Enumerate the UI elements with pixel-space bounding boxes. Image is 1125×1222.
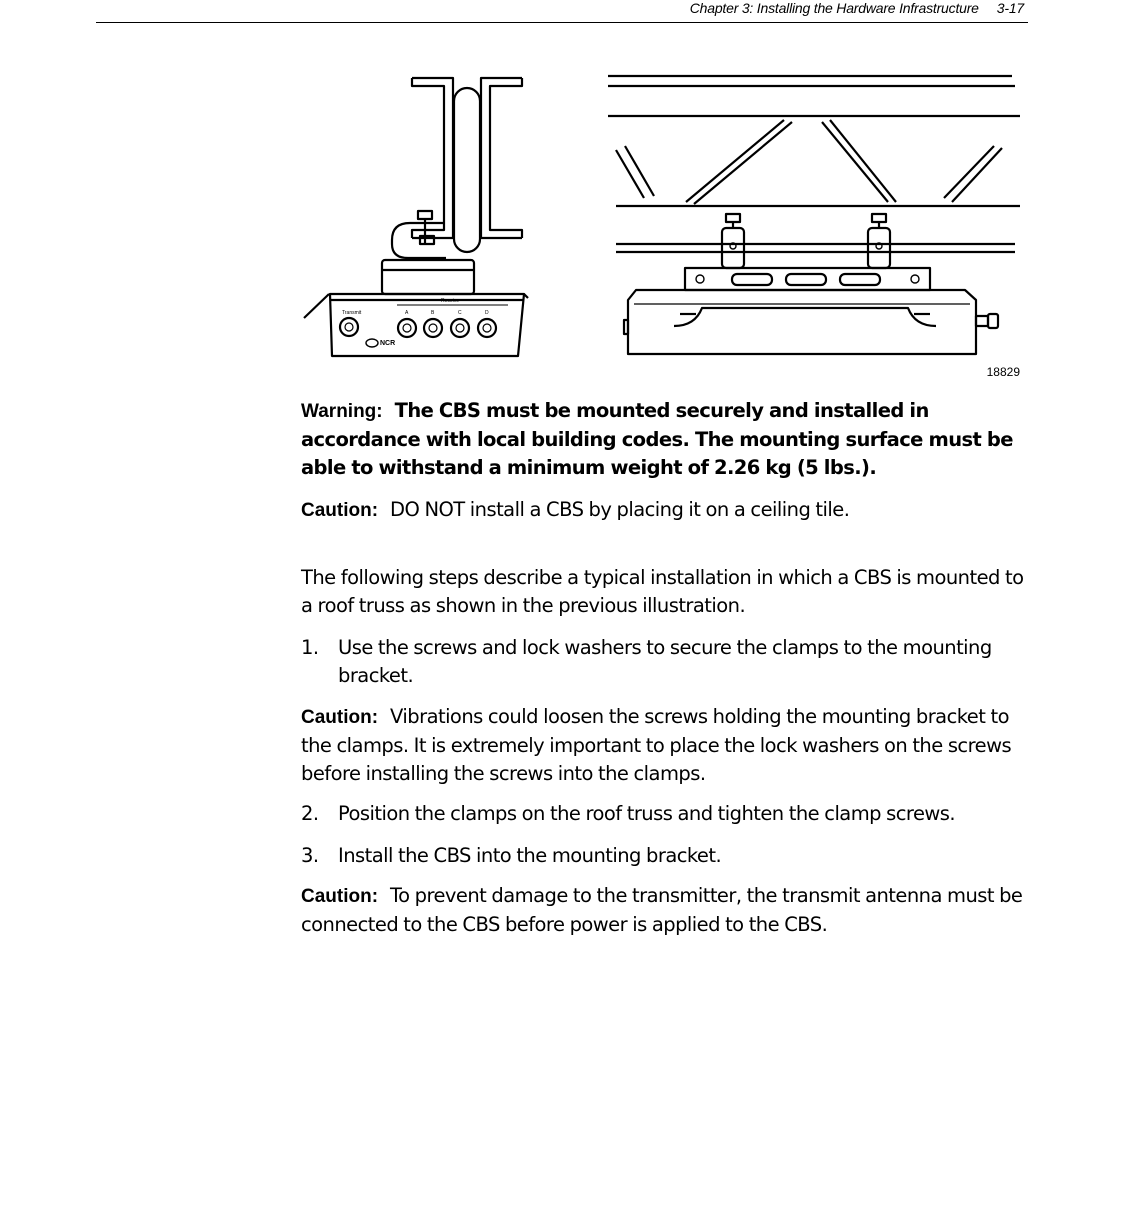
port-d-label: D <box>485 310 489 316</box>
transmit-label: Transmit <box>342 310 362 316</box>
port-a-label: A <box>405 310 409 316</box>
cbs-front-view <box>304 294 528 356</box>
caution-paragraph-1 <box>301 496 1031 525</box>
step-number: 1. <box>301 636 319 659</box>
intro-paragraph: The following steps describe a typical installation in which a CBS is mounted to a roof truss as shown in the previous illustration. <box>301 566 1024 617</box>
caution-label: Caution: <box>301 886 379 907</box>
mounting-bracket <box>685 268 930 290</box>
page-number: 3-17 <box>996 0 1024 16</box>
caution-label: Caution: <box>301 500 379 521</box>
caution-text: DO NOT install a CBS by placing it on a ceiling tile. <box>390 498 850 521</box>
i-beam-side-view <box>412 78 522 252</box>
caution-label: Caution: <box>301 707 379 728</box>
mounting-illustration <box>300 68 1030 386</box>
ncr-logo-text: NCR <box>380 340 396 347</box>
c-clamp-left <box>392 211 446 258</box>
port-c-label: C <box>458 310 462 316</box>
chapter-title: Chapter 3: Installing the Hardware Infrastructure <box>689 0 979 16</box>
caution-text: To prevent damage to the transmitter, the transmit antenna must be connected to the CBS before power is applied to the CBS. <box>301 884 1023 936</box>
warning-label: Warning: <box>301 401 383 422</box>
step-item <box>301 800 1031 828</box>
page-header <box>96 0 1028 23</box>
cbs-side-view <box>624 290 998 354</box>
warning-paragraph <box>301 397 1031 482</box>
step-text: Use the screws and lock washers to secure the clamps to the mounting bracket. <box>338 636 992 687</box>
step-text: Position the clamps on the roof truss and tighten the clamp screws. <box>338 802 956 825</box>
port-b-label: B <box>431 310 435 316</box>
step-number: 2. <box>301 802 319 825</box>
roof-truss <box>608 76 1020 252</box>
header-text <box>690 0 1024 16</box>
figure-number: 18829 <box>986 365 1020 379</box>
step-item <box>301 842 1031 870</box>
step-number: 3. <box>301 844 319 867</box>
illustration-svg <box>300 68 1030 386</box>
caution-text: Vibrations could loosen the screws holding the mounting bracket to the clamps. It is extremely important to place the lock washers on the screws before installing the screws into the clamps. <box>301 705 1012 785</box>
caution-paragraph-2 <box>301 703 1031 788</box>
step-item <box>301 634 1031 690</box>
receive-label: Receive <box>441 298 460 304</box>
step-text: Install the CBS into the mounting bracket. <box>338 844 722 867</box>
warning-text: The CBS must be mounted securely and installed in accordance with local building codes. The mounting surface must be able to withstand a minimum weight of 2.26 kg (5 lbs.). <box>301 399 1013 479</box>
truss-clamps <box>722 214 890 268</box>
caution-paragraph-3 <box>301 882 1031 939</box>
